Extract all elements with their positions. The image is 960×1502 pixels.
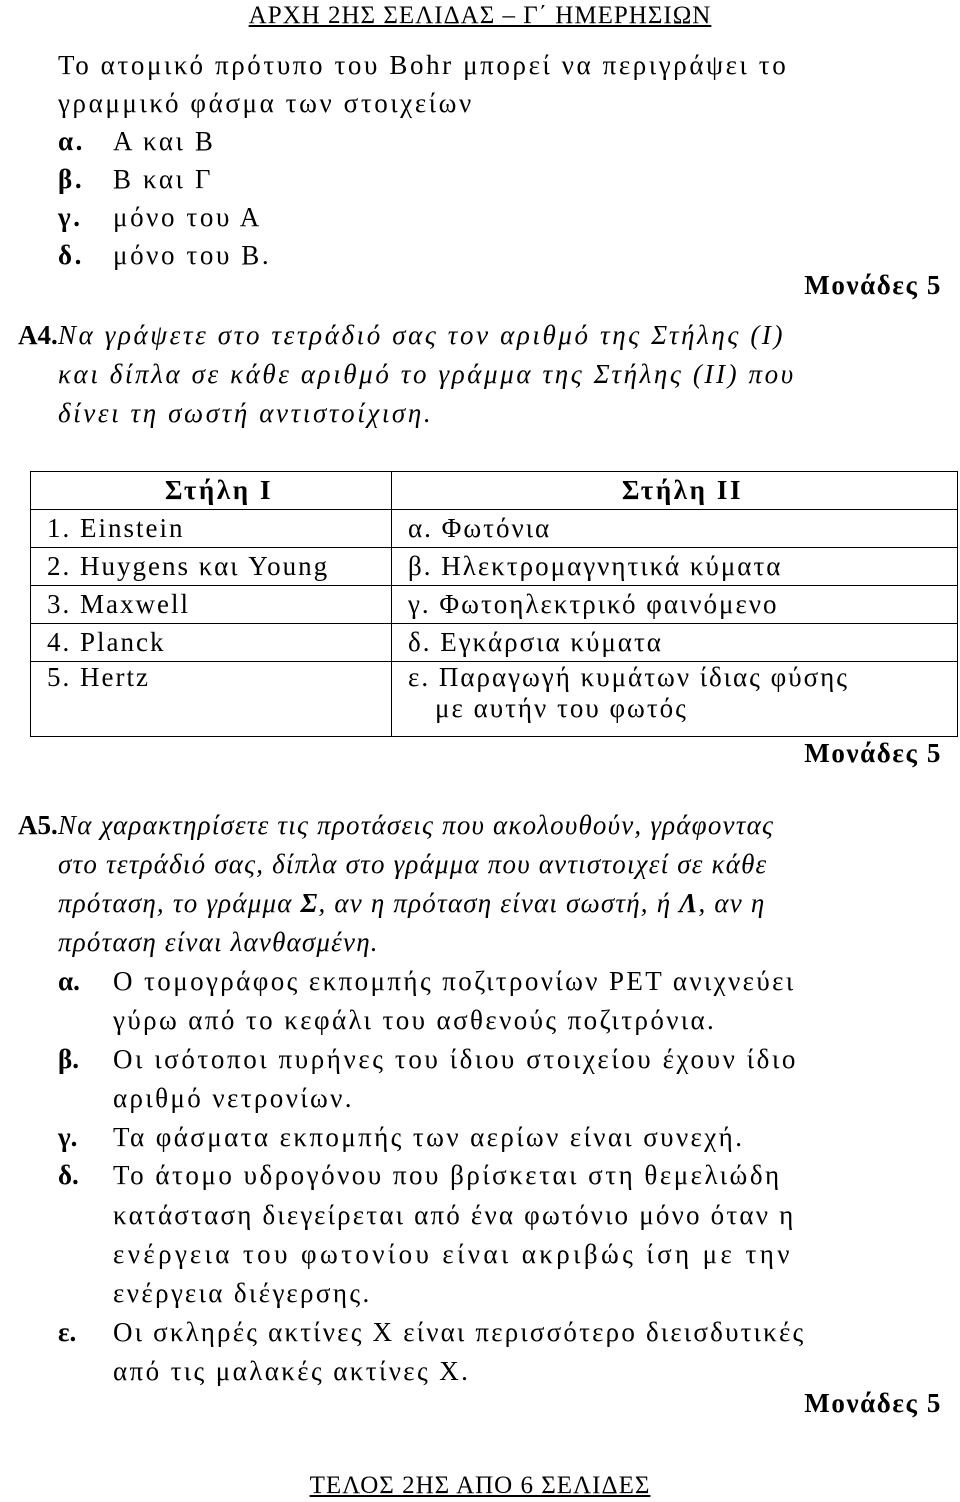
table-cell-right-line-2: με αυτήν του φωτός (435, 693, 688, 723)
a5-item-b-line-1: Οι ισότοποι πυρήνες του ίδιου στοιχείου έχουν ίδιο (113, 1044, 798, 1074)
a5-item-a-mark: α. (58, 966, 80, 996)
page-footer: ΤΕΛΟΣ 2ΗΣ ΑΠΟ 6 ΣΕΛΙΔΕΣ (309, 1472, 651, 1499)
option-text: μόνο του Β. (113, 240, 272, 270)
column-2-header: Στήλη ΙΙ (392, 472, 958, 510)
table-cell-right-line-1: ε. Παραγωγή κυμάτων ίδιας φύσης (408, 662, 849, 692)
a5-item-e-line-1: Οι σκληρές ακτίνες Χ είναι περισσότερο διεισδυτικές (113, 1317, 806, 1347)
q3-option-c (58, 202, 262, 233)
a5-item-d-line-1: Το άτομο υδρογόνου που βρίσκεται στη θεμελιώδη (113, 1160, 782, 1190)
table-cell-right: β. Ηλεκτρομαγνητικά κύματα (392, 548, 958, 586)
a4-line-2: και δίπλα σε κάθε αριθμό το γράμμα της Στήλης (ΙΙ) που (58, 359, 796, 389)
a5-intro-3 (58, 888, 765, 919)
a4-number: Α4. (18, 320, 58, 350)
text-span: , αν η πρόταση είναι σωστή, ή (318, 888, 680, 918)
option-text: μόνο του Α (113, 202, 262, 232)
table-cell-right: α. Φωτόνια (392, 510, 958, 548)
table-cell-right (392, 662, 958, 737)
a5-item-b-line-2: αριθμό νετρονίων. (113, 1083, 354, 1113)
table-header-row (31, 472, 958, 510)
a5-item-c-line-1: Τα φάσματα εκπομπής των αερίων είναι συνεχή. (113, 1122, 745, 1152)
table-cell-right: γ. Φωτοηλεκτρικό φαινόμενο (392, 586, 958, 624)
table-cell-right: δ. Εγκάρσια κύματα (392, 624, 958, 662)
option-text: Α και Β (113, 126, 216, 156)
table-cell-left: 5. Hertz (31, 662, 392, 737)
table-row (31, 624, 958, 662)
a5-intro-4: πρόταση είναι λανθασμένη. (58, 927, 379, 957)
a5-intro-1: Να χαρακτηρίσετε τις προτάσεις που ακολουθούν, γράφοντας (58, 810, 775, 840)
a5-number: Α5. (18, 810, 58, 840)
q3-line-1: Το ατομικό πρότυπο του Bohr μπορεί να περιγράψει το (58, 50, 789, 80)
q3-line-2: γραμμικό φάσμα των στοιχείων (58, 88, 474, 118)
q3-option-d (58, 240, 271, 271)
table-row (31, 510, 958, 548)
a5-item-a-line-2: γύρω από το κεφάλι του ασθενούς ποζιτρόνια. (113, 1005, 717, 1035)
a5-item-e-mark: ε. (58, 1317, 77, 1347)
option-mark: δ. (58, 240, 84, 270)
table-cell-left: 2. Huygens και Young (31, 548, 392, 586)
column-1-header: Στήλη Ι (31, 472, 392, 510)
sigma-letter: Σ (300, 888, 319, 918)
text-span: πρόταση, το γράμμα (58, 888, 301, 918)
a5-item-d-line-4: ενέργεια διέγερσης. (113, 1278, 372, 1308)
a5-units: Μονάδες 5 (804, 1388, 942, 1418)
a4-line-3: δίνει τη σωστή αντιστοίχιση. (58, 398, 434, 428)
q3-units: Μονάδες 5 (804, 270, 942, 300)
a5-item-d-line-2: κατάσταση διεγείρεται από ένα φωτόνιο μόνο όταν η (113, 1200, 796, 1230)
matching-table (30, 471, 958, 737)
a5-item-a-line-1: Ο τομογράφος εκπομπής ποζιτρονίων PET ανιχνεύει (113, 966, 796, 996)
page-header: ΑΡΧΗ 2ΗΣ ΣΕΛΙΔΑΣ – Γ΄ ΗΜΕΡΗΣΙΩΝ (248, 2, 712, 29)
lambda-letter: Λ (679, 888, 699, 918)
a5-item-c-mark: γ. (58, 1122, 78, 1152)
option-mark: α. (58, 126, 86, 156)
table-cell-left: 1. Einstein (31, 510, 392, 548)
table-row (31, 662, 958, 737)
option-mark: γ. (58, 202, 83, 232)
table-cell-left: 4. Planck (31, 624, 392, 662)
q3-option-a (58, 126, 216, 157)
table-row (31, 586, 958, 624)
option-text: Β και Γ (113, 164, 214, 194)
table-cell-left: 3. Maxwell (31, 586, 392, 624)
a4-units: Μονάδες 5 (804, 738, 942, 768)
a5-item-e-line-2: από τις μαλακές ακτίνες Χ. (113, 1356, 471, 1386)
a5-intro-2: στο τετράδιό σας, δίπλα στο γράμμα που αντιστοιχεί σε κάθε (58, 849, 768, 879)
a4-line-1: Να γράψετε στο τετράδιό σας τον αριθμό της Στήλης (Ι) (58, 320, 786, 350)
option-mark: β. (58, 164, 85, 194)
a5-item-d-line-3: ενέργεια του φωτονίου είναι ακριβώς ίση με την (113, 1239, 793, 1269)
a5-item-b-mark: β. (58, 1044, 79, 1074)
table-row (31, 548, 958, 586)
a5-item-d-mark: δ. (58, 1160, 79, 1190)
text-span: , αν η (698, 888, 766, 918)
q3-option-b (58, 164, 213, 195)
